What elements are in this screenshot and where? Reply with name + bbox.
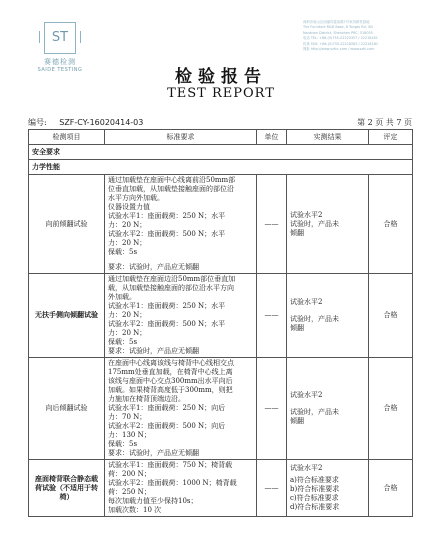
address-line: 深圳市南山区西丽同富裕路7号家具研发基地: [303, 20, 370, 24]
test-requirement: 试验水平1：座面载荷：750 N；椅背载 荷：200 N； 试验水平2：座面载荷：1000 N；椅背载 荷：250 N； 每次加载力值至少保持10s； 加载次数：10 次: [105, 460, 257, 517]
test-result: 试验水平2 试验时，产品未 倾翻: [287, 358, 369, 460]
report-title-cn: 检验报告: [175, 67, 267, 87]
test-verdict: 合格: [369, 175, 413, 274]
logo-name-en: SAIDE TESTING: [37, 67, 83, 73]
test-requirement: 通过加载垫在座面中心线离前沿50mm部 位垂直加载，从加载垫接触座面的部位沿 水平方向外加载。 仪器设置力值 试验水平1：座面载荷：250 N；水平 力：20 N； 试验水平2：座面载荷：500 N；水平 力：20 N； 保载：5s 要求：试验时，产品应无倾翻: [105, 175, 257, 274]
test-requirement: 在座面中心线离该线与椅背中心线相交点 175mm处垂直加载，在椅背中心线上离 该线与座面中心交点300mm出水平向后 加载。如果椅背高度低于300mm，则把 力施加在椅背顶端边沿。 试验水平1：座面载荷：250 N；向后 力：70 N； 试验水平2：座面载荷：500 N；向后 力：130 N； 保载：5s 要求：试验时，产品应无倾翻: [105, 358, 257, 460]
report-number-value: SZF-CY-16020414-03: [59, 118, 144, 127]
page-indicator: 第 2 页 共 7 页: [357, 118, 412, 127]
test-unit: ——: [257, 175, 287, 274]
test-unit: ——: [257, 460, 287, 517]
section-row: [29, 160, 413, 175]
report-number: [28, 117, 143, 128]
address-line: Nanshan District, Shenzhen PRC, 518055: [303, 30, 373, 35]
test-requirement: 通过加载垫在座面边沿50mm部位垂直加 载，从加载垫接触座面的部位沿水平方向 外加载。 试验水平1：座面载荷：250 N；水平 力：20 N； 试验水平2：座面载荷：500 N；水平 力：20 N； 保载：5s 要求：试验时，产品应无倾翻: [105, 274, 257, 358]
table-header-row: [29, 130, 413, 145]
section-safety: 安全要求: [29, 145, 413, 160]
test-unit: ——: [257, 274, 287, 358]
section-mechanical: 力学性能: [29, 160, 413, 175]
test-item: 向后倾翻试验: [29, 358, 105, 460]
header-result: 实测结果: [287, 130, 369, 145]
header-verdict: 评定: [369, 130, 413, 145]
test-verdict: 合格: [369, 274, 413, 358]
address-line: 电话 TEL: +86-(0)755-22220357 / 22218181: [303, 36, 378, 41]
test-unit: ——: [257, 358, 287, 460]
address-line: The Furniture R&D Base, 8 Tongfu Rd, Xili: [303, 25, 374, 30]
table-row: [29, 274, 413, 358]
test-item: 向前倾翻试验: [29, 175, 105, 274]
test-result: 试验水平2 试验时，产品未 倾翻: [287, 274, 369, 358]
address-line: 传真 FAX: +86-(0)755-22218283 / 22218181: [303, 41, 379, 46]
test-result: 试验水平2 a)符合标准要求 b)符合标准要求 c)符合标准要求 d)符合标准要求: [287, 460, 369, 517]
header-item: 检测项目: [29, 130, 105, 145]
test-verdict: 合格: [369, 358, 413, 460]
table-row: [29, 175, 413, 274]
header-requirement: 标准要求: [105, 130, 257, 145]
report-number-label: 编号:: [28, 118, 47, 127]
address-line: 网址 http://www.szfcc.com / www.szfc.com: [303, 47, 375, 52]
logo-mark: ST: [44, 22, 76, 54]
logo-name-cn: 赛德检测: [44, 58, 76, 66]
test-item: 座面椅背联合静态载荷试验（不适用于转椅）: [29, 460, 105, 517]
header-unit: 单位: [257, 130, 287, 145]
section-row: [29, 145, 413, 160]
table-row: [29, 358, 413, 460]
test-item: 无扶手侧向倾翻试验: [29, 274, 105, 358]
test-verdict: 合格: [369, 460, 413, 517]
test-results-table: [28, 129, 413, 517]
report-title-en: TEST REPORT: [167, 86, 275, 101]
test-result: 试验水平2 试验时，产品未 倾翻: [287, 175, 369, 274]
table-row: [29, 460, 413, 517]
company-address: [303, 20, 438, 52]
